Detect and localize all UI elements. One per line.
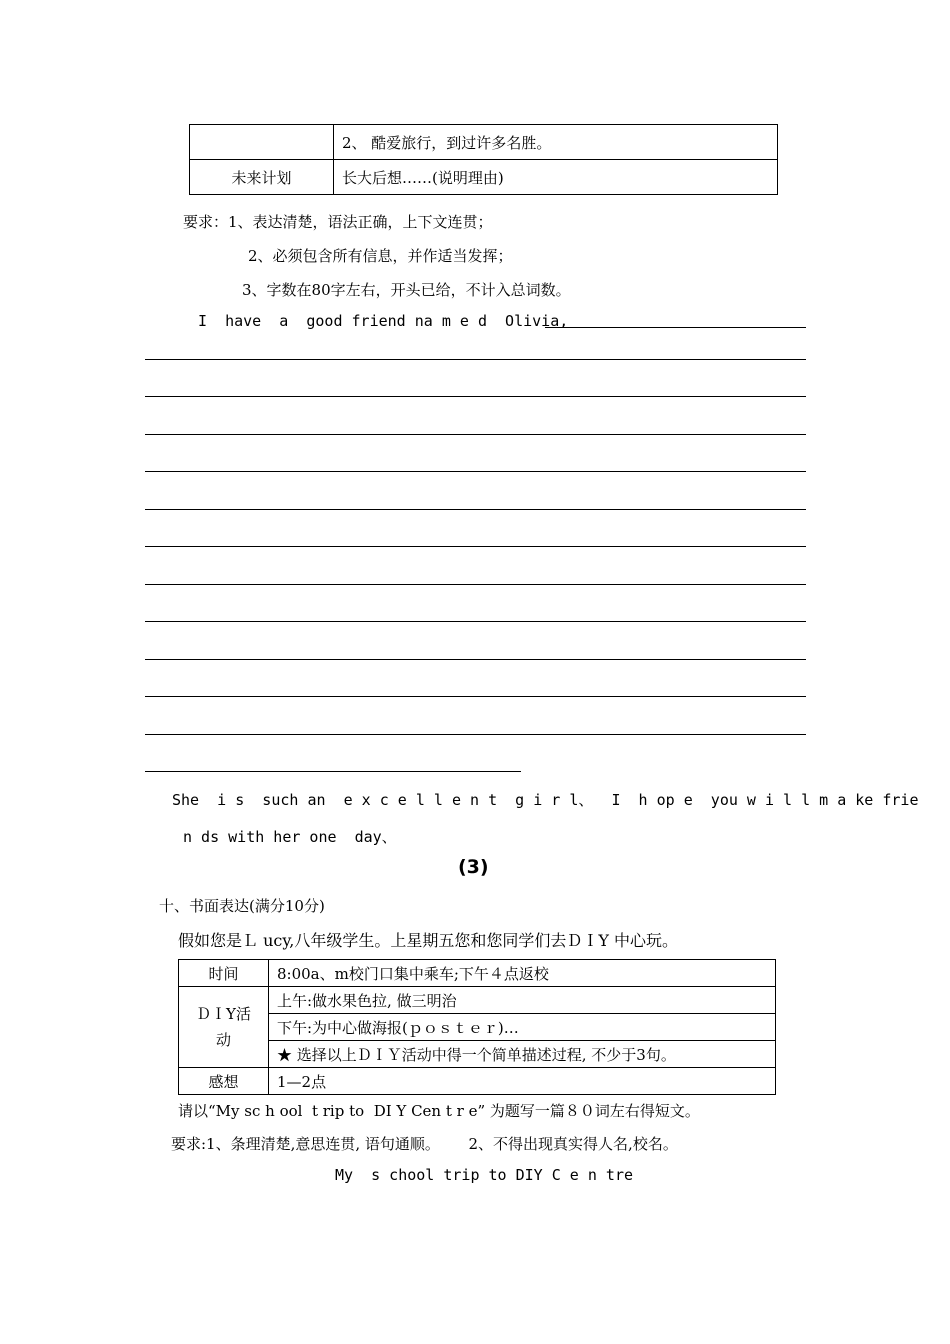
table-cell-content: 8:00a、m校门口集中乘车;下午４点返校 — [269, 960, 776, 987]
writing-line — [145, 771, 521, 772]
essay-opening: I have a good friend na m e d Olivia, — [198, 312, 569, 330]
table-row — [190, 125, 778, 160]
table-row — [190, 160, 778, 195]
table-cell-content: 长大后想……(说明理由) — [334, 160, 778, 195]
table-cell-label: 未来计划 — [190, 160, 334, 195]
requirement-line-3: 3、字数在80字左右，开头已给，不计入总词数。 — [242, 281, 571, 299]
table-row — [179, 960, 776, 987]
section-number: (3) — [458, 856, 489, 878]
requirement-line-1: 要求：1、表达清楚，语法正确，上下文连贯； — [183, 213, 493, 231]
section-title: 十、书面表达(满分10分) — [159, 897, 325, 915]
table-cell-label: 时间 — [179, 960, 269, 987]
writing-line — [145, 359, 806, 360]
table-cell-content: 下午:为中心做海报(ｐｏｓｔｅｒ)… — [269, 1014, 776, 1041]
table-cell-content: 1—2点 — [269, 1068, 776, 1095]
writing-line — [145, 734, 806, 735]
section-intro: 假如您是Ｌ ucy,八年级学生。上星期五您和您同学们去ＤＩY 中心玩。 — [178, 931, 679, 950]
writing-line — [145, 621, 806, 622]
essay-closing-line-1: She i s such an e x c e l l e n t g i r l、 I h op e you w i l l m a ke frie — [172, 791, 919, 809]
essay-title: My s chool trip to DIY C e n tre — [335, 1166, 634, 1184]
instruction-line-1: 请以“My sc h ool t rip to DI Y Cen t r e” 为题写一篇８０词左右得短文。 — [178, 1102, 700, 1120]
table-row — [179, 1014, 776, 1041]
table-cell-content: 上午:做水果色拉, 做三明治 — [269, 987, 776, 1014]
writing-line — [145, 546, 806, 547]
table-row — [179, 1041, 776, 1068]
diy-activity-label: ＤＩY活动 — [196, 1005, 251, 1049]
writing-line — [145, 696, 806, 697]
diy-table — [178, 959, 776, 1095]
table-cell-label: 感想 — [179, 1068, 269, 1095]
requirement-line-2: 2、必须包含所有信息，并作适当发挥； — [248, 247, 513, 265]
writing-line — [145, 396, 806, 397]
writing-line — [145, 584, 806, 585]
table-cell-label — [179, 987, 269, 1068]
table-cell-content: 2、 酷爱旅行，到过许多名胜。 — [334, 125, 778, 160]
essay-closing-line-2: n ds with her one day、 — [183, 828, 397, 846]
table-row — [179, 1068, 776, 1095]
profile-table — [189, 124, 778, 195]
writing-line — [145, 509, 806, 510]
writing-line — [545, 327, 806, 328]
writing-line — [145, 659, 806, 660]
instruction-line-2: 要求:1、条理清楚,意思连贯, 语句通顺。 2、不得出现真实得人名,校名。 — [171, 1135, 678, 1153]
table-row — [179, 987, 776, 1014]
table-cell-content: ★ 选择以上ＤＩＹ活动中得一个简单描述过程, 不少于3句。 — [269, 1041, 776, 1068]
writing-line — [145, 434, 806, 435]
writing-line — [145, 471, 806, 472]
table-cell-label — [190, 125, 334, 160]
